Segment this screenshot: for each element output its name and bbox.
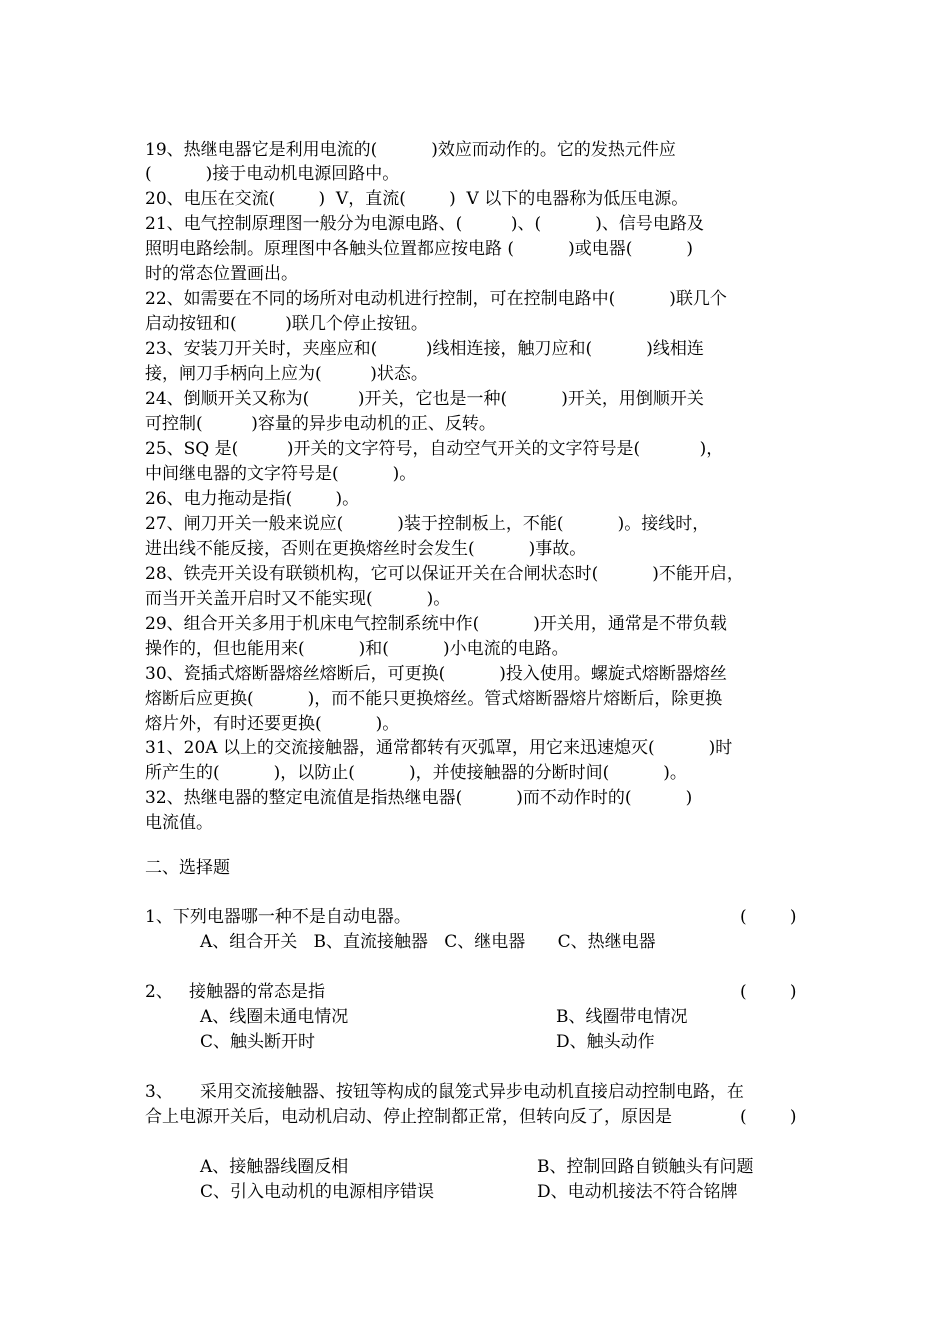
q24-line1: 24、倒顺开关又称为( )开关，它也是一种( )开关，用倒顺开关 <box>145 389 704 409</box>
q31-line2: 所产生的( )，以防止( )，并使接触器的分断时间( )。 <box>145 763 687 783</box>
q19-line1: 19、热继电器它是利用电流的( )效应而动作的。它的发热元件应 <box>145 140 676 160</box>
q21-line1: 21、电气控制原理图一般分为电源电路、( )、( )、信号电路及 <box>145 214 704 234</box>
q22-line2: 启动按钮和( )联几个停止按钮。 <box>145 314 428 334</box>
q30-line2: 熔断后应更换( )，而不能只更换熔丝。管式熔断器熔片熔断后，除更换 <box>145 689 723 709</box>
q21-line3: 时的常态位置画出。 <box>145 264 298 284</box>
q22-line1: 22、如需要在不同的场所对电动机进行控制，可在控制电路中( )联几个 <box>145 289 727 309</box>
q23-line1: 23、安装刀开关时，夹座应和( )线相连接，触刀应和( )线相连 <box>145 339 704 359</box>
q3-option-b: B、控制回路自锁触头有问题 <box>537 1157 754 1177</box>
q3-stem-line1: 3、 采用交流接触器、按钮等构成的鼠笼式异步电动机直接启动控制电路，在 <box>145 1082 744 1102</box>
q1-options: A、组合开关 B、直流接触器 C、继电器 C、热继电器 <box>200 932 656 952</box>
q30-line3: 熔片外，有时还要更换( )。 <box>145 714 400 734</box>
q3-option-a: A、接触器线圈反相 <box>200 1157 349 1177</box>
q30-line1: 30、瓷插式熔断器熔丝熔断后，可更换( )投入使用。螺旋式熔断器熔丝 <box>145 664 727 684</box>
q29-line1: 29、组合开关多用于机床电气控制系统中作( )开关用，通常是不带负载 <box>145 614 727 634</box>
section-title: 二、选择题 <box>145 858 230 878</box>
q3-option-d: D、电动机接法不符合铭牌 <box>537 1182 738 1202</box>
q32-line2: 电流值。 <box>145 813 213 833</box>
q21-line2: 照明电路绘制。原理图中各触头位置都应按电路 ( )或电器( ) <box>145 239 694 259</box>
q19-line2: ( )接于电动机电源回路中。 <box>145 164 400 184</box>
q28-line1: 28、铁壳开关设有联锁机构，它可以保证开关在合闸状态时( )不能开启， <box>145 564 744 584</box>
q27-line2: 进出线不能反接，否则在更换熔丝时会发生( )事故。 <box>145 539 587 559</box>
q2-stem: 2、 接触器的常态是指 <box>145 982 326 1002</box>
q25-line1: 25、SQ 是( )开关的文字符号，自动空气开关的文字符号是( )， <box>145 439 724 459</box>
q26-line1: 26、电力拖动是指( )。 <box>145 489 360 509</box>
q24-line2: 可控制( )容量的异步电动机的正、反转。 <box>145 414 496 434</box>
q31-line1: 31、20A 以上的交流接触器，通常都转有灭弧罩，用它来迅速熄灭( )时 <box>145 738 733 758</box>
q25-line2: 中间继电器的文字符号是( )。 <box>145 464 417 484</box>
q23-line2: 接，闸刀手柄向上应为( )状态。 <box>145 364 428 384</box>
q1-answer-box: ( ) <box>740 907 797 927</box>
q2-option-c: C、触头断开时 <box>200 1032 316 1052</box>
q2-answer-box: ( ) <box>740 982 797 1002</box>
q29-line2: 操作的，但也能用来( )和( )小电流的电路。 <box>145 639 569 659</box>
q2-option-d: D、触头动作 <box>556 1032 655 1052</box>
q3-stem-line2: 合上电源开关后，电动机启动、停止控制都正常，但转向反了，原因是 <box>145 1107 672 1127</box>
q32-line1: 32、热继电器的整定电流值是指热继电器( )而不动作时的( ) <box>145 788 693 808</box>
q3-option-c: C、引入电动机的电源相序错误 <box>200 1182 435 1202</box>
q28-line2: 而当开关盖开启时又不能实现( )。 <box>145 589 451 609</box>
q27-line1: 27、闸刀开关一般来说应( )装于控制板上，不能( )。接线时， <box>145 514 710 534</box>
q3-answer-box: ( ) <box>740 1107 797 1127</box>
q2-option-b: B、线圈带电情况 <box>556 1007 688 1027</box>
q2-option-a: A、线圈未通电情况 <box>200 1007 349 1027</box>
q1-stem: 1、下列电器哪一种不是自动电器。 <box>145 907 411 927</box>
q20-line1: 20、电压在交流( ) V，直流( ) V 以下的电器称为低压电源。 <box>145 189 689 209</box>
